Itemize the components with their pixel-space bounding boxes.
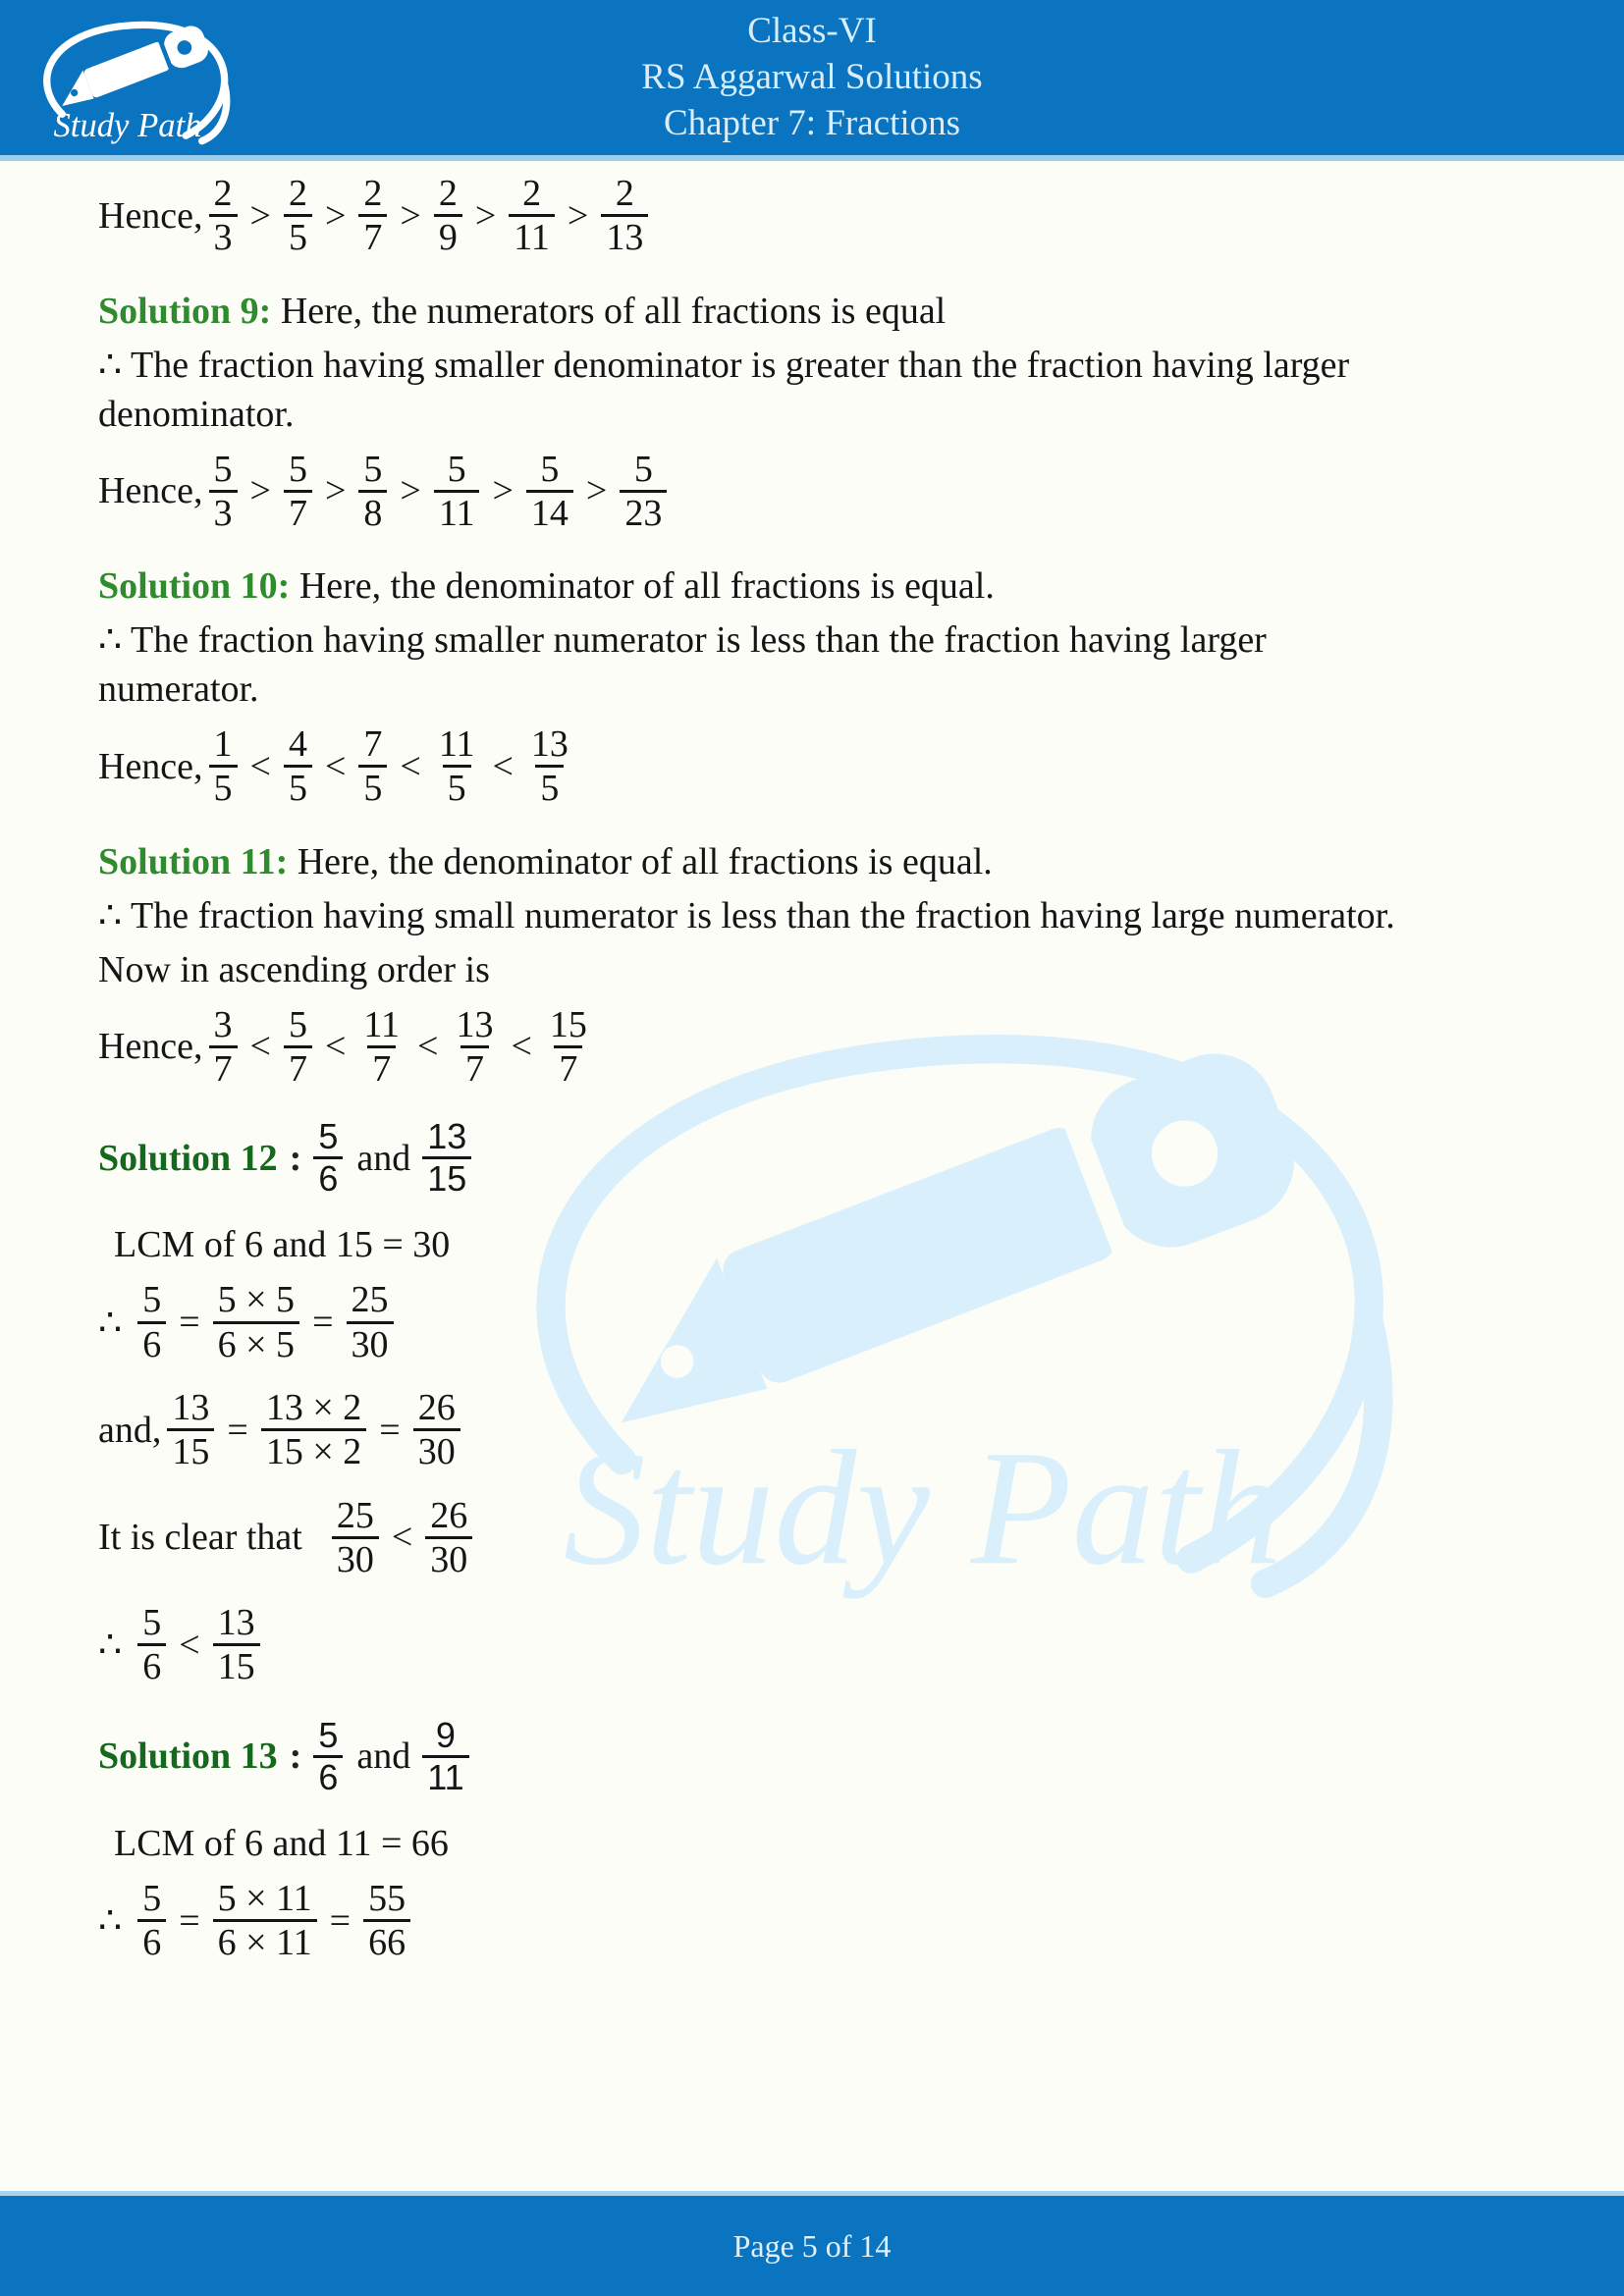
- hence-comparison-q8: [98, 173, 1532, 259]
- page-number: Page 5 of 14: [732, 2227, 892, 2264]
- denominator: 7: [284, 1045, 312, 1090]
- numerator: 5: [142, 1602, 162, 1644]
- solution-13-lcm: [114, 1819, 1532, 1868]
- fraction: [137, 1279, 166, 1365]
- numerator: 11: [438, 723, 475, 766]
- denominator: 13: [601, 214, 648, 258]
- solution-11-hence-text-0: Hence,: [98, 1026, 203, 1068]
- denominator: 7: [460, 1045, 489, 1090]
- solution-13-heading: [98, 1716, 1532, 1797]
- denominator: 30: [425, 1536, 472, 1580]
- numerator: 4: [288, 723, 307, 766]
- operator: >: [324, 194, 347, 237]
- denominator: 6: [137, 1321, 166, 1365]
- denominator: 66: [363, 1919, 410, 1963]
- denominator: 6: [313, 1156, 343, 1199]
- numerator: 5 × 5: [217, 1279, 296, 1321]
- header-chapter-line: Chapter 7: Fractions: [663, 103, 961, 143]
- solution-11-reason: [98, 891, 1532, 940]
- numerator: 25: [336, 1494, 374, 1536]
- numerator: 13: [172, 1386, 210, 1428]
- solution-9-hence: [98, 449, 1532, 535]
- fraction: [363, 1878, 410, 1964]
- solution-11-order-note-text-0: Now in ascending order is: [98, 948, 490, 990]
- operator: <: [511, 1026, 532, 1068]
- solution-12-step1-text-0: ∴: [98, 1302, 123, 1344]
- denominator: 23: [620, 490, 667, 534]
- operator: >: [400, 470, 421, 512]
- denominator: 15: [167, 1428, 214, 1472]
- solution-12-lcm-text-0: LCM of 6 and 15 = 30: [114, 1224, 451, 1266]
- fraction: [451, 1004, 498, 1091]
- fraction: [358, 449, 387, 535]
- numerator: 13: [427, 1116, 467, 1157]
- solution-11-hence: [98, 1004, 1532, 1091]
- solution-12-step2-text-0: and,: [98, 1409, 162, 1451]
- numerator: 13: [530, 723, 568, 766]
- fraction: [313, 1117, 343, 1199]
- solution-10-heading-text-1: Here, the denominator of all fractions is equal.: [298, 565, 995, 608]
- operator: >: [474, 194, 497, 237]
- denominator: 5: [284, 765, 312, 809]
- numerator: 5: [318, 1714, 339, 1755]
- numerator: 5: [318, 1116, 339, 1157]
- operator: =: [227, 1409, 248, 1451]
- fraction: [213, 1878, 317, 1964]
- solution-9-reason-text-2: denominator.: [98, 393, 295, 435]
- operator: =: [329, 1899, 352, 1942]
- denominator: 7: [284, 490, 312, 534]
- operator: <: [417, 1026, 439, 1068]
- fraction: [620, 449, 667, 535]
- fraction: [434, 173, 462, 259]
- denominator: 14: [526, 490, 573, 534]
- numerator: 26: [417, 1386, 456, 1428]
- fraction: [284, 1004, 312, 1091]
- operator: <: [249, 1026, 271, 1068]
- header-titles: [0, 8, 1624, 146]
- fraction: [213, 1279, 299, 1365]
- operator: >: [492, 470, 514, 512]
- denominator: 7: [358, 214, 387, 258]
- denominator: 6 × 5: [213, 1321, 299, 1365]
- solution-10-heading: [98, 561, 1532, 611]
- solution-11-heading-label: Solution 11:: [98, 840, 298, 882]
- content: [98, 169, 1532, 1985]
- solution-11-heading-text-1: Here, the denominator of all fractions is equal.: [297, 840, 993, 882]
- solution-9-heading-label: Solution 9:: [98, 290, 281, 332]
- solution-9-hence-text-0: Hence,: [98, 470, 203, 512]
- denominator: 11: [422, 1755, 468, 1797]
- operator: <: [400, 745, 421, 787]
- denominator: 3: [209, 214, 238, 258]
- solution-12-heading-text-0: Solution 12: [98, 1137, 278, 1179]
- solution-12-heading-text-3: and: [356, 1137, 411, 1179]
- fraction: [358, 723, 387, 810]
- denominator: 15: [422, 1156, 471, 1199]
- solution-13-heading-text-1: :: [289, 1735, 302, 1778]
- fraction: [313, 1716, 343, 1797]
- fraction: [209, 173, 238, 259]
- operator: =: [179, 1899, 200, 1942]
- numerator: 5 × 11: [217, 1877, 312, 1919]
- denominator: 6: [137, 1643, 166, 1687]
- denominator: 5: [443, 765, 471, 809]
- fraction: [526, 723, 573, 810]
- watermark-text: Study Path: [563, 1416, 1283, 1600]
- operator: >: [324, 470, 347, 512]
- numerator: 2: [363, 173, 383, 214]
- numerator: 55: [368, 1877, 406, 1919]
- operator: <: [391, 1517, 413, 1559]
- solution-12-lcm: [114, 1220, 1532, 1269]
- solution-13-heading-text-3: and: [356, 1735, 411, 1778]
- numerator: 5: [633, 448, 653, 490]
- solution-9-heading: [98, 287, 1532, 336]
- page-footer: [0, 2191, 1624, 2296]
- denominator: 5: [284, 214, 312, 258]
- solution-11-order-note: [98, 945, 1532, 994]
- numerator: 13 × 2: [265, 1386, 362, 1428]
- denominator: 30: [347, 1321, 394, 1365]
- header-bar: [0, 0, 1624, 161]
- denominator: 9: [434, 214, 462, 258]
- solution-10-reason: [98, 615, 1532, 714]
- fraction: [137, 1602, 166, 1688]
- denominator: 5: [535, 765, 564, 809]
- solution-10-hence: [98, 723, 1532, 810]
- numerator: 5: [447, 448, 466, 490]
- fraction: [358, 173, 387, 259]
- solution-12-conclusion-text-0: ∴: [98, 1625, 123, 1667]
- denominator: 7: [367, 1045, 396, 1090]
- denominator: 30: [332, 1536, 379, 1580]
- header-class-line: Class-VI: [747, 11, 877, 51]
- denominator: 6 × 11: [213, 1919, 317, 1963]
- fraction: [209, 449, 238, 535]
- denominator: 15: [213, 1643, 260, 1687]
- operator: =: [312, 1302, 334, 1344]
- operator: <: [492, 745, 514, 787]
- solution-12-compare: [98, 1495, 1532, 1581]
- fraction: [167, 1387, 214, 1473]
- solution-11-heading: [98, 837, 1532, 886]
- fraction: [358, 1004, 405, 1091]
- numerator: 2: [438, 173, 458, 214]
- numerator: 26: [430, 1494, 468, 1536]
- numerator: 2: [522, 173, 542, 214]
- solution-9-reason-text-0: ∴ The fraction having smaller denominator is greater than the fraction having larger: [98, 344, 1350, 386]
- solution-13-heading-text-0: Solution 13: [98, 1735, 278, 1778]
- fraction: [422, 1117, 471, 1199]
- numerator: 9: [435, 1714, 456, 1755]
- operator: =: [179, 1302, 200, 1344]
- denominator: 11: [434, 490, 480, 534]
- solution-12-step1: [98, 1279, 1532, 1365]
- numerator: 25: [351, 1279, 389, 1321]
- operator: <: [249, 745, 271, 787]
- operator: <: [324, 1026, 347, 1068]
- fraction: [347, 1279, 394, 1365]
- numerator: 11: [363, 1003, 401, 1045]
- fraction: [434, 449, 480, 535]
- fraction: [601, 173, 648, 259]
- hence-comparison-q8-text-0: Hence,: [98, 194, 203, 237]
- numerator: 5: [288, 1003, 307, 1045]
- denominator: 3: [209, 490, 238, 534]
- operator: >: [249, 194, 271, 237]
- solution-11-reason-text-0: ∴ The fraction having small numerator is less than the fraction having large numerator.: [98, 894, 1395, 936]
- fraction: [332, 1495, 379, 1581]
- fraction: [509, 173, 555, 259]
- solution-10-reason-text-0: ∴ The fraction having smaller numerator is less than the fraction having larger: [98, 619, 1267, 662]
- solution-12-heading-text-1: :: [289, 1137, 302, 1179]
- denominator: 15 × 2: [261, 1428, 366, 1472]
- fraction: [545, 1004, 592, 1091]
- logo-text: Study Path: [53, 107, 202, 145]
- fraction: [434, 723, 480, 810]
- denominator: 6: [137, 1919, 166, 1963]
- numerator: 2: [288, 173, 307, 214]
- solution-9-heading-text-1: Here, the numerators of all fractions is equal: [280, 290, 947, 332]
- solution-12-heading: [98, 1117, 1532, 1199]
- solution-13-lcm-text-0: LCM of 6 and 11 = 66: [114, 1822, 449, 1864]
- denominator: 5: [209, 765, 238, 809]
- fraction: [425, 1495, 472, 1581]
- numerator: 13: [456, 1003, 494, 1045]
- fraction: [526, 449, 573, 535]
- fraction: [284, 723, 312, 810]
- fraction: [209, 1004, 238, 1091]
- solution-10-hence-text-0: Hence,: [98, 745, 203, 787]
- operator: >: [585, 470, 608, 512]
- solution-13-step1: [98, 1878, 1532, 1964]
- numerator: 5: [288, 448, 307, 490]
- operator: >: [400, 194, 421, 237]
- operator: =: [379, 1409, 401, 1451]
- numerator: 5: [540, 448, 560, 490]
- numerator: 7: [363, 723, 383, 766]
- numerator: 5: [142, 1877, 162, 1919]
- fraction: [209, 723, 238, 810]
- numerator: 1: [213, 723, 233, 766]
- solution-13-step1-text-0: ∴: [98, 1900, 123, 1943]
- numerator: 5: [142, 1279, 162, 1321]
- fraction: [137, 1878, 166, 1964]
- denominator: 7: [554, 1045, 582, 1090]
- numerator: 5: [213, 448, 233, 490]
- numerator: 13: [217, 1602, 255, 1644]
- denominator: 30: [413, 1428, 460, 1472]
- solution-10-reason-text-2: numerator.: [98, 668, 259, 711]
- operator: >: [249, 470, 271, 512]
- numerator: 15: [549, 1003, 587, 1045]
- operator: <: [179, 1624, 200, 1666]
- fraction: [284, 449, 312, 535]
- denominator: 7: [209, 1045, 238, 1090]
- denominator: 11: [509, 214, 555, 258]
- numerator: 2: [615, 173, 634, 214]
- solution-10-heading-label: Solution 10:: [98, 565, 299, 608]
- numerator: 5: [363, 448, 383, 490]
- solution-9-reason: [98, 341, 1532, 439]
- fraction: [213, 1602, 260, 1688]
- fraction: [422, 1716, 468, 1797]
- fraction: [413, 1387, 460, 1473]
- numerator: 2: [213, 173, 233, 214]
- numerator: 3: [213, 1003, 233, 1045]
- operator: <: [324, 745, 347, 787]
- solution-12-conclusion: [98, 1602, 1532, 1688]
- header-book-line: RS Aggarwal Solutions: [641, 57, 983, 97]
- fraction: [261, 1387, 366, 1473]
- denominator: 8: [358, 490, 387, 534]
- operator: >: [567, 194, 589, 237]
- solution-12-step2: [98, 1387, 1532, 1473]
- solution-12-compare-text-0: It is clear that: [98, 1517, 302, 1559]
- denominator: 6: [313, 1755, 343, 1797]
- fraction: [284, 173, 312, 259]
- denominator: 5: [358, 765, 387, 809]
